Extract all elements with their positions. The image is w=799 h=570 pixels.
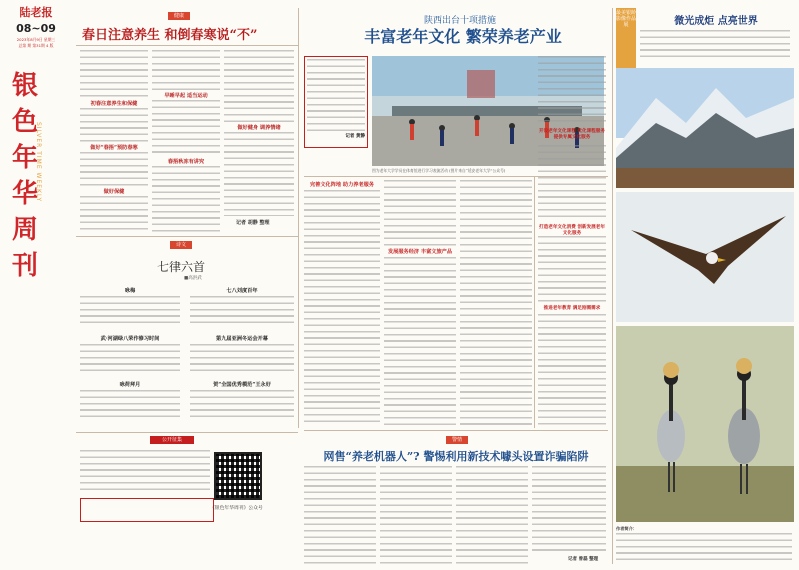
alert-tag: 警情 (446, 436, 468, 444)
sidebar-title: 微光成炬 点亮世界 (674, 16, 758, 27)
health-sub5: 做好保健 (103, 189, 125, 195)
poetry-p2: 七八刘度百年 (226, 288, 258, 294)
health-sub4: 春捂秋冻有讲究 (167, 159, 205, 165)
health-sub3: 做好“春捂”预防春寒 (90, 145, 138, 151)
sidebar-tag (616, 8, 636, 72)
health-headline: 春日注意养生 和倒春寒说“不” (82, 28, 258, 43)
masthead-paper-name: 陆老报 (19, 6, 53, 19)
main-sec1: 完善文化阵地 助力养老服务 (309, 182, 375, 188)
health-byline: 记者 胡静 整理 (236, 220, 270, 226)
lead-byline: 记者 黄静 (345, 134, 365, 139)
alert-byline: 记者 曾磊 整理 (568, 557, 599, 562)
poetry-p3: 武·河湖绿八荣作修习时间 (100, 336, 160, 342)
masthead-date: 08~09 (16, 22, 56, 35)
qr-code (214, 452, 262, 500)
main-sec3: 开设老年文化课程 优化课程服务 提供专属文化服务 (539, 129, 605, 140)
sidebar-caption-label: 作者简介： (616, 526, 637, 531)
main-headline: 丰富老年文化 繁荣养老产业 (364, 27, 562, 46)
poetry-title: 七律六首 (156, 260, 205, 274)
photo-eagle (616, 192, 794, 322)
alert-headline: 网售“养老机器人”? 警惕利用新技术噱头设置诈骗陷阱 (323, 450, 589, 463)
main-kicker: 陕西出台十项措施 (423, 16, 496, 26)
masthead-date-line: 2023年8月9日 星期三 (16, 37, 56, 42)
health-tag: 健康 (168, 12, 190, 20)
main-sec4: 打造老年文化消费 创新发展老年文化服务 (539, 225, 605, 236)
photo-mountain (616, 68, 794, 188)
health-sub1: 初春注意养生和保健 (90, 101, 138, 107)
main-sec2: 发展服务经济 丰富文旅产品 (387, 249, 453, 255)
notice-tag: 公开征集 (150, 436, 194, 444)
photo-caption: 图为老年大学学员在体育馆进行学习表演活动 (图片来自“延安老年大学”公众号) (372, 168, 506, 173)
poetry-p5: 咏荷拜月 (119, 382, 141, 388)
poetry-p4: 第九届亚洲冬运会开幕 (216, 336, 268, 342)
poetry-author: ■高洪武 (184, 276, 202, 281)
poetry-p6: 贺“全国优秀模范”王永好 (213, 382, 271, 388)
health-sub6: 做好健身 调养情绪 (237, 125, 281, 131)
sidebar-tag-text: 最美银龄影像作品展 (616, 10, 637, 28)
main-sec5: 推进老年教育 满足刚需需求 (543, 306, 601, 311)
photo-cranes (616, 326, 794, 522)
masthead (6, 4, 66, 304)
masthead-issue-line: 总第 期 第31期 4 版 (18, 43, 54, 48)
masthead-big-title: 银色年华周刊 (12, 71, 39, 281)
masthead-en-title: SILVER TIME WEEKLY (35, 122, 42, 203)
notice-contact-box (80, 498, 214, 522)
lead-box (304, 56, 368, 148)
poetry-p1: 咏梅 (124, 288, 136, 294)
poetry-tag: 诗文 (170, 241, 192, 249)
notice-address: 《银色年华周刊》公众号 (210, 506, 263, 511)
health-sub2: 早睡早起 适当运动 (164, 93, 208, 99)
sidebar-caption (616, 526, 794, 565)
